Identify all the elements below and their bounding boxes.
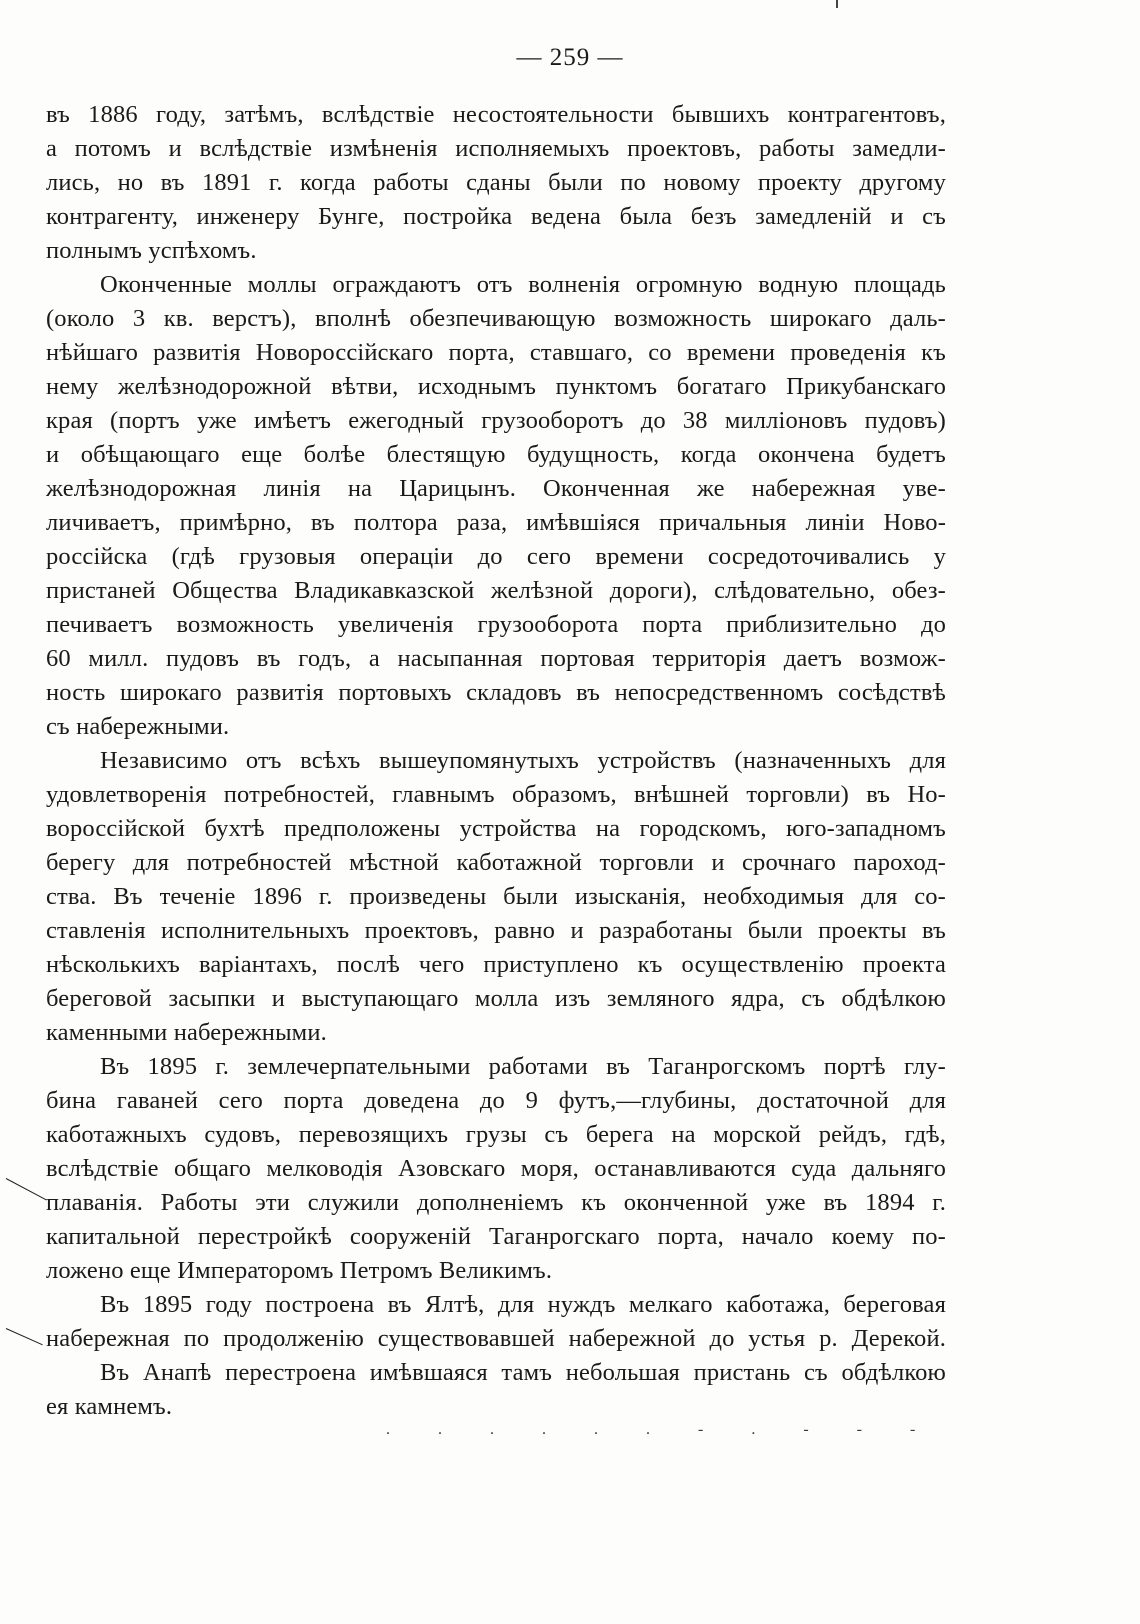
text-line: печиваетъ возможность увеличенія грузооборота порта приблизительно до — [46, 611, 946, 638]
text-line: ность широкаго развитія портовыхъ складовъ въ непосредственномъ сосѣдствѣ — [46, 679, 946, 706]
text-line: нѣйшаго развитія Новороссійскаго порта, ставшаго, со времени проведенія къ — [46, 339, 946, 366]
trailing-dots: . . . . . . - . - - - — [386, 1421, 938, 1438]
text-line: бина гаваней сего порта доведена до 9 футъ,—глубины, достаточной для — [46, 1087, 946, 1114]
text-line: ложено еще Императоромъ Петромъ Великимъ. — [46, 1257, 553, 1284]
text-line: 60 милл. пудовъ въ годъ, а насыпанная портовая территорія даетъ возмож- — [46, 645, 946, 672]
text-line: плаванія. Работы эти служили дополненіемъ къ оконченной уже въ 1894 г. — [46, 1189, 946, 1216]
paragraph-start-line: Въ Анапѣ перестроена имѣвшаяся тамъ небольшая пристань съ обдѣлкою — [100, 1359, 946, 1386]
text-line: (около 3 кв. верстъ), вполнѣ обезпечивающую возможность широкаго даль- — [46, 305, 946, 332]
body-text — [46, 98, 946, 1436]
paragraph-start-line: Независимо отъ всѣхъ вышеупомянутыхъ устройствъ (назначенныхъ для — [100, 747, 946, 774]
text-line: съ набережными. — [46, 713, 230, 740]
text-line: набережная по продолженію существовавшей набережной до устья р. Дерекой. — [46, 1325, 946, 1352]
margin-pen-mark — [6, 1328, 43, 1345]
text-line: полнымъ успѣхомъ. — [46, 237, 257, 264]
text-line: въ 1886 году, затѣмъ, вслѣдствіе несостоятельности бывшихъ контрагентовъ, — [46, 101, 946, 128]
paragraph-start-line: Въ 1895 г. землечерпательными работами въ Таганрогскомъ портѣ глу- — [100, 1053, 946, 1080]
text-line: желѣзнодорожная линія на Царицынъ. Оконченная же набережная уве- — [46, 475, 946, 502]
text-line: ставленія исполнительныхъ проектовъ, равно и разработаны были проекты въ — [46, 917, 946, 944]
text-line: края (портъ уже имѣетъ ежегодный грузооборотъ до 38 милліоновъ пудовъ) — [46, 407, 946, 434]
text-line: вслѣдствіе общаго мелководія Азовскаго моря, останавливаются суда дальняго — [46, 1155, 946, 1182]
text-line: контрагенту, инженеру Бунге, постройка ведена была безъ замедленій и съ — [46, 203, 946, 230]
page-number: — 259 — — [516, 44, 624, 71]
margin-pen-mark — [6, 1178, 47, 1200]
text-line: россійска (гдѣ грузовыя операціи до сего времени сосредоточивались у — [46, 543, 946, 570]
text-line: удовлетворенія потребностей, главнымъ образомъ, внѣшней торговли) въ Но- — [46, 781, 946, 808]
text-line: капитальной перестройкѣ сооруженій Таганрогскаго порта, начало коему по- — [46, 1223, 946, 1250]
text-line: лись, но въ 1891 г. когда работы сданы были по новому проекту другому — [46, 169, 946, 196]
paragraph-start-line: Оконченные моллы ограждаютъ отъ волненія огромную водную площадь — [100, 271, 946, 298]
paragraph-start-line: Въ 1895 году построена въ Ялтѣ, для нуждъ мелкаго каботажа, береговая — [100, 1291, 946, 1318]
text-line: каботажныхъ судовъ, перевозящихъ грузы съ берега на морской рейдъ, гдѣ, — [46, 1121, 946, 1148]
text-line: а потомъ и вслѣдствіе измѣненія исполняемыхъ проектовъ, работы замедли- — [46, 135, 946, 162]
text-line: личиваетъ, примѣрно, въ полтора раза, имѣвшіяся причальныя линіи Ново- — [46, 509, 946, 536]
corner-tick-mark — [836, 0, 838, 8]
text-line: береговой засыпки и выступающаго молла изъ земляного ядра, съ обдѣлкою — [46, 985, 946, 1012]
text-line: пристаней Общества Владикавказской желѣзной дороги), слѣдовательно, обез- — [46, 577, 946, 604]
text-line: нѣсколькихъ варіантахъ, послѣ чего приступлено къ осуществленію проекта — [46, 951, 946, 978]
text-line: ея камнемъ. — [46, 1393, 173, 1420]
text-line: берегу для потребностей мѣстной каботажной торговли и срочнаго пароход- — [46, 849, 946, 876]
text-line: каменными набережными. — [46, 1019, 327, 1046]
text-line: вороссійской бухтѣ предположены устройства на городскомъ, юго-западномъ — [46, 815, 946, 842]
text-line: ства. Въ теченіе 1896 г. произведены были изысканія, необходимыя для со- — [46, 883, 946, 910]
text-line: и обѣщающаго еще болѣе блестящую будущность, когда окончена будетъ — [46, 441, 946, 468]
text-line: нему желѣзнодорожной вѣтви, исходнымъ пунктомъ богатаго Прикубанскаго — [46, 373, 946, 400]
